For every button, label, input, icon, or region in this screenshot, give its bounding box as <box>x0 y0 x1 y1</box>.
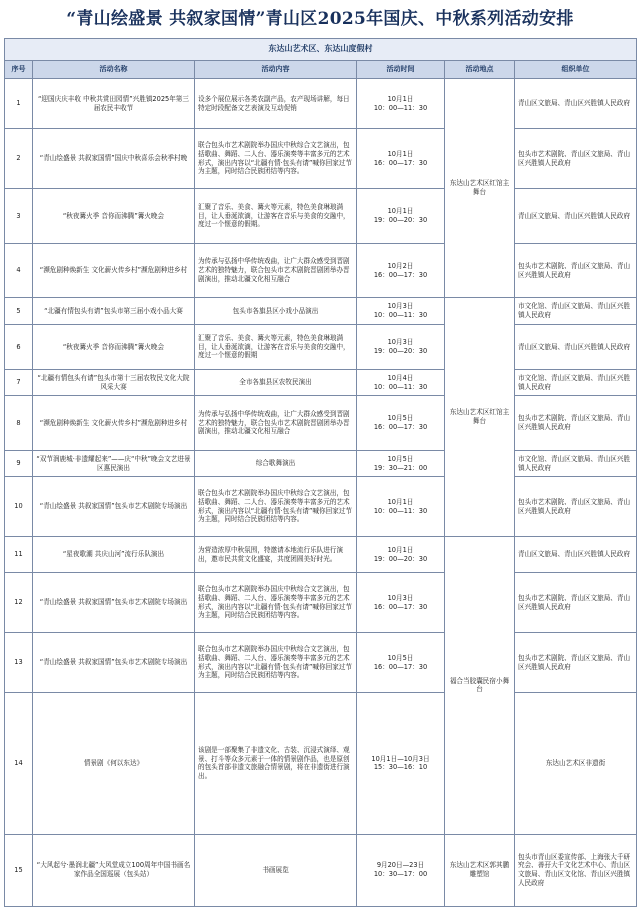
row-number: 15 <box>5 834 33 906</box>
row-number: 6 <box>5 325 33 370</box>
activity-time: 10月5日 19：30—21：00 <box>357 451 445 477</box>
activity-content: 联合包头市艺术剧院举办国庆中秋综合文艺演出，包括歌曲、舞蹈、二人台、器乐演奏等丰富多元的艺术形式，演出内容以“北疆有情·包头有请”喊你回家过节为主题，同时结合民族团结等内容。 <box>195 573 357 633</box>
activity-venue: 东达山艺术区郭其鹏雕塑馆 <box>445 834 515 906</box>
organizer: 包头市艺术剧院、青山区文旅局、青山区兴胜镇人民政府 <box>515 633 637 693</box>
activity-content: 该剧是一部聚集了非遗文化、古装、沉浸式演绎、观景、打斗等众多元素于一体的情景剧作品，也是原创的包头首部非遗文旅融合情景剧，将在非遗街进行演出。 <box>195 693 357 835</box>
activity-name: “迎国庆庆丰收 中秋共赏田园情”兴胜镇2025年第三届农民丰收节 <box>33 79 195 129</box>
column-header: 活动地点 <box>445 61 515 79</box>
activity-name: “大风起兮·墨润北疆”大风堂成立100周年中国书画名家作品全国巡展（包头站） <box>33 834 195 906</box>
organizer: 青山区文旅局、青山区兴胜镇人民政府 <box>515 537 637 573</box>
activity-name: “秋夜篝火季 音你而沸腾”篝火晚会 <box>33 189 195 244</box>
row-number: 10 <box>5 477 33 537</box>
activity-name: “星夜歌潮 共庆山河”流行乐队演出 <box>33 537 195 573</box>
row-number: 11 <box>5 537 33 573</box>
table-row <box>5 325 637 370</box>
column-header: 活动内容 <box>195 61 357 79</box>
activity-name: “秋夜篝火季 音你而沸腾”篝火晚会 <box>33 325 195 370</box>
table-row <box>5 79 637 129</box>
activity-content: 综合歌舞演出 <box>195 451 357 477</box>
column-header: 序号 <box>5 61 33 79</box>
organizer: 市文化馆、青山区文旅局、青山区兴胜镇人民政府 <box>515 451 637 477</box>
column-header: 组织单位 <box>515 61 637 79</box>
activity-content: 设多个展位展示各类农副产品，农产现场讲解，每日特定时段配备文艺表演及互动促销 <box>195 79 357 129</box>
activity-venue: 东达山艺术区红馆主舞台 <box>445 79 515 298</box>
table-row <box>5 633 637 693</box>
row-number: 14 <box>5 693 33 835</box>
table-row <box>5 370 637 396</box>
activity-time: 10月1日 10：00—11：30 <box>357 79 445 129</box>
activity-time: 10月1日—10月3日 15：30—16：10 <box>357 693 445 835</box>
activity-time: 10月5日 16：00—17：30 <box>357 396 445 451</box>
row-number: 3 <box>5 189 33 244</box>
table-row <box>5 189 637 244</box>
activity-name: “双节润鹿城·非遗耀起来”——庆“中秋”晚会文艺进景区惠民演出 <box>33 451 195 477</box>
activity-content: 汇聚了音乐、美食、篝火等元素，特色美食琳琅满目，让人垂涎欲滴，让游客在音乐与美食的交融中，度过一个惬意的假期 <box>195 325 357 370</box>
table-row <box>5 298 637 325</box>
activity-venue: 东达山艺术区红馆主舞台 <box>445 298 515 537</box>
organizer: 包头市艺术剧院、青山区文旅局、青山区兴胜镇人民政府 <box>515 244 637 298</box>
activity-time: 10月3日 16：00—17：30 <box>357 573 445 633</box>
activity-name: “北疆有情包头有请”包头市第三届小戏小品大赛 <box>33 298 195 325</box>
table-row <box>5 129 637 189</box>
activity-name: “濒危剧种焕新生 文化薪火传乡村”濒危剧种进乡村 <box>33 244 195 298</box>
activity-content: 联合包头市艺术剧院举办国庆中秋综合文艺演出，包括歌曲、舞蹈、二人台、器乐演奏等丰富多元的艺术形式，演出内容以“北疆有情·包头有请”喊你回家过节为主题，同时结合民族团结等内容。 <box>195 633 357 693</box>
section-title: 东达山艺术区、东达山度假村 <box>5 39 637 61</box>
activity-time: 10月3日 19：00—20：30 <box>357 325 445 370</box>
table-row <box>5 693 637 835</box>
table-row <box>5 451 637 477</box>
activity-name: “青山绘盛景 共叙家国情”包头市艺术剧院专场演出 <box>33 573 195 633</box>
row-number: 9 <box>5 451 33 477</box>
activity-content: 为传承与弘扬中华传统戏曲，让广大群众感受到晋剧艺术的独特魅力，联合包头市艺术剧院晋剧团举办晋剧演出，推动北疆文化相互融合 <box>195 396 357 451</box>
activity-content: 联合包头市艺术剧院举办国庆中秋综合文艺演出，包括歌曲、舞蹈、二人台、器乐演奏等丰富多元的艺术形式，演出内容以“北疆有情·包头有请”喊你回家过节为主题，同时结合民族团结等内容。 <box>195 129 357 189</box>
row-number: 4 <box>5 244 33 298</box>
activity-time: 10月1日 19：00—20：30 <box>357 537 445 573</box>
activity-time: 9月20日—23日 10：30—17：00 <box>357 834 445 906</box>
table-row <box>5 396 637 451</box>
activity-time: 10月3日 10：00—11：30 <box>357 298 445 325</box>
row-number: 5 <box>5 298 33 325</box>
section-header <box>5 39 637 61</box>
organizer: 市文化馆、青山区文旅局、青山区兴胜镇人民政府 <box>515 298 637 325</box>
table-header-row <box>5 61 637 79</box>
activity-name: “北疆有情包头有请”包头市第十三届农牧民文化大院风采大赛 <box>33 370 195 396</box>
table-row <box>5 834 637 906</box>
row-number: 8 <box>5 396 33 451</box>
organizer: 包头市艺术剧院、青山区文旅局、青山区兴胜镇人民政府 <box>515 396 637 451</box>
activity-name: “青山绘盛景 共叙家国情”包头市艺术剧院专场演出 <box>33 633 195 693</box>
organizer: 青山区文旅局、青山区兴胜镇人民政府 <box>515 325 637 370</box>
activity-content: 联合包头市艺术剧院举办国庆中秋综合文艺演出，包括歌曲、舞蹈、二人台、器乐演奏等丰富多元的艺术形式，演出内容以“北疆有情·包头有请”喊你回家过节为主题，同时结合民族团结等内容。 <box>195 477 357 537</box>
activity-name: “濒危剧种焕新生 文化薪火传乡村”濒危剧种进乡村 <box>33 396 195 451</box>
table-row <box>5 573 637 633</box>
organizer: 包头市青山区委宣传部、上海张大千研究会、善孖大千文化艺术中心、青山区文旅局、青山区文化馆、青山区兴胜镇人民政府 <box>515 834 637 906</box>
table-row <box>5 244 637 298</box>
organizer: 包头市艺术剧院、青山区文旅局、青山区兴胜镇人民政府 <box>515 129 637 189</box>
schedule-table <box>4 38 637 907</box>
activity-time: 10月4日 10：00—11：30 <box>357 370 445 396</box>
column-header: 活动名称 <box>33 61 195 79</box>
row-number: 13 <box>5 633 33 693</box>
row-number: 7 <box>5 370 33 396</box>
organizer: 包头市艺术剧院、青山区文旅局、青山区兴胜镇人民政府 <box>515 477 637 537</box>
page-title: “青山绘盛景 共叙家国情”青山区2025年国庆、中秋系列活动安排 <box>66 9 574 29</box>
activity-time: 10月2日 16：00—17：30 <box>357 244 445 298</box>
activity-content: 为营造浓厚中秋氛围，特邀请本地流行乐队进行演出，邀市民共赏文化盛宴，共度团圆美好时光。 <box>195 537 357 573</box>
activity-venue: 东达山艺术区非遗街 <box>515 693 637 835</box>
organizer: 青山区文旅局、青山区兴胜镇人民政府 <box>515 79 637 129</box>
row-number: 2 <box>5 129 33 189</box>
activity-time: 10月1日 19：00—20：30 <box>357 189 445 244</box>
table-row <box>5 477 637 537</box>
activity-content: 汇聚了音乐、美食、篝火等元素，特色美食琳琅满目，让人垂涎欲滴，让游客在音乐与美食的交融中，度过一个惬意的假期。 <box>195 189 357 244</box>
activity-time: 10月1日 16：00—17：30 <box>357 129 445 189</box>
activity-time: 10月1日 10：00—11：30 <box>357 477 445 537</box>
activity-name: 情景剧《何以东达》 <box>33 693 195 835</box>
activity-name: “青山绘盛景 共叙家国情”国庆中秋喜乐会秋季村晚 <box>33 129 195 189</box>
activity-content: 书画展览 <box>195 834 357 906</box>
activity-venue: 福合当胶囊民宿小舞台 <box>445 537 515 835</box>
row-number: 1 <box>5 79 33 129</box>
activity-content: 为传承与弘扬中华传统戏曲，让广大群众感受到晋剧艺术的独特魅力，联合包头市艺术剧院晋剧团举办晋剧演出，推动北疆文化相互融合 <box>195 244 357 298</box>
activity-content: 全市各旗县区农牧民演出 <box>195 370 357 396</box>
activity-time: 10月5日 16：00—17：30 <box>357 633 445 693</box>
column-header: 活动时间 <box>357 61 445 79</box>
activity-content: 包头市各旗县区小戏小品演出 <box>195 298 357 325</box>
activity-name: “青山绘盛景 共叙家国情”包头市艺术剧院专场演出 <box>33 477 195 537</box>
row-number: 12 <box>5 573 33 633</box>
organizer: 包头市艺术剧院、青山区文旅局、青山区兴胜镇人民政府 <box>515 573 637 633</box>
table-row <box>5 537 637 573</box>
organizer: 青山区文旅局、青山区兴胜镇人民政府 <box>515 189 637 244</box>
organizer: 市文化馆、青山区文旅局、青山区兴胜镇人民政府 <box>515 370 637 396</box>
